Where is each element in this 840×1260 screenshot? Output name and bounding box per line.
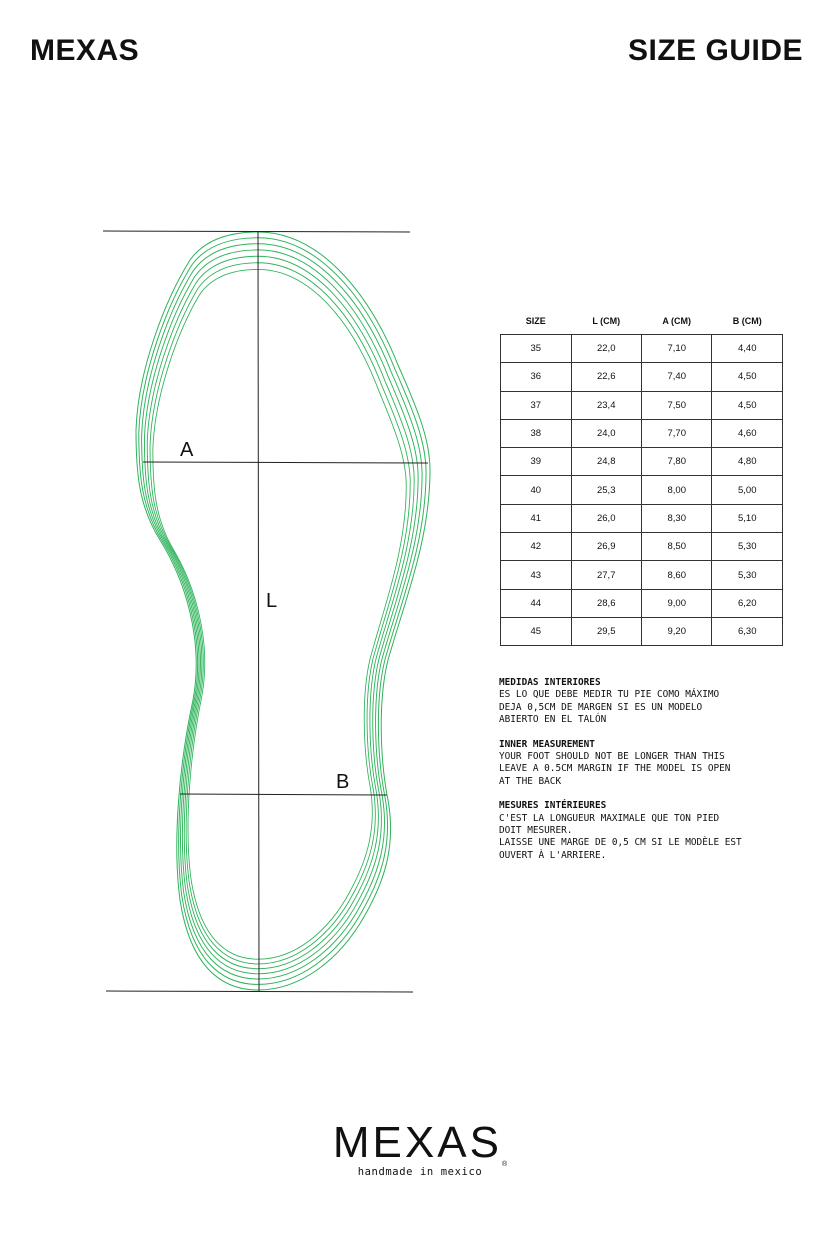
note-line: LEAVE A 0.5CM MARGIN IF THE MODEL IS OPEN (499, 763, 731, 775)
label-a: A (180, 439, 194, 461)
table-row (501, 589, 783, 617)
cell-width-b: 5,00 (712, 476, 783, 504)
cell-width-b: 6,30 (712, 617, 783, 645)
note-english (499, 739, 799, 789)
footer-logo-text: MEXAS (332, 1118, 502, 1167)
cell-width-a: 7,80 (641, 448, 712, 476)
cell-width-b: 4,60 (712, 419, 783, 447)
cell-size: 37 (501, 391, 572, 419)
measurement-notes (499, 677, 799, 874)
note-line: C'EST LA LONGUEUR MAXIMALE QUE TON PIED (499, 812, 720, 824)
table-row (501, 448, 783, 476)
cell-width-a: 8,60 (641, 561, 712, 589)
cell-size: 45 (501, 617, 572, 645)
cell-length: 23,4 (571, 391, 641, 419)
note-line: DEJA 0,5CM DE MARGEN SI ES UN MODELO (499, 701, 703, 713)
cell-width-a: 9,20 (641, 617, 712, 645)
table-row (501, 504, 783, 532)
cell-width-a: 7,70 (641, 419, 712, 447)
cell-length: 25,3 (571, 476, 641, 504)
table-row (501, 617, 783, 645)
cell-size: 38 (501, 419, 572, 447)
note-line: OUVERT À L'ARRIERE. (499, 849, 607, 861)
cell-size: 41 (501, 504, 572, 532)
table-row (501, 335, 783, 363)
table-row (501, 419, 783, 447)
header-width-b: B (CM) (732, 316, 762, 326)
header-size: SIZE (525, 316, 546, 326)
cell-length: 26,9 (571, 533, 641, 561)
size-table (500, 308, 783, 646)
page-title: SIZE GUIDE (627, 34, 803, 67)
cell-width-b: 5,10 (712, 504, 783, 532)
label-l: L (266, 590, 278, 612)
cell-width-b: 4,80 (712, 448, 783, 476)
cell-width-b: 4,50 (712, 363, 783, 391)
note-line: LAISSE UNE MARGE DE 0,5 CM SI LE MODÈLE EST (499, 837, 742, 849)
cell-size: 40 (501, 476, 572, 504)
cell-size: 42 (501, 533, 572, 561)
table-row (501, 476, 783, 504)
width-b-line (180, 794, 387, 795)
cell-length: 29,5 (571, 617, 641, 645)
note-heading: MESURES INTÉRIEURES (499, 800, 607, 812)
note-line: ABIERTO EN EL TALÓN (499, 714, 607, 726)
cell-width-b: 4,50 (712, 391, 783, 419)
cell-length: 24,0 (571, 419, 641, 447)
cell-width-b: 6,20 (712, 589, 783, 617)
registered-mark: ® (501, 1161, 508, 1168)
cell-size: 39 (501, 448, 572, 476)
cell-length: 24,8 (571, 448, 641, 476)
top-boundary-line (103, 231, 410, 232)
cell-length: 28,6 (571, 589, 641, 617)
note-line: DOIT MESURER. (499, 825, 573, 837)
note-line: YOUR FOOT SHOULD NOT BE LONGER THAN THIS (499, 751, 725, 763)
note-heading: INNER MEASUREMENT (499, 738, 595, 750)
cell-size: 44 (501, 589, 572, 617)
note-french (499, 800, 799, 862)
cell-width-a: 9,00 (641, 589, 712, 617)
cell-length: 27,7 (571, 561, 641, 589)
insole-outline-group (136, 232, 430, 990)
cell-width-b: 5,30 (712, 561, 783, 589)
brand-title: MEXAS (30, 34, 140, 67)
label-b: B (336, 771, 350, 793)
table-row (501, 561, 783, 589)
width-a-line (143, 462, 428, 463)
cell-size: 35 (501, 335, 572, 363)
cell-length: 22,0 (571, 335, 641, 363)
cell-width-a: 7,10 (641, 335, 712, 363)
bottom-boundary-line (106, 991, 413, 992)
header-width-a: A (CM) (662, 316, 692, 326)
note-line: AT THE BACK (499, 775, 562, 787)
length-line (258, 231, 259, 991)
cell-length: 26,0 (571, 504, 641, 532)
cell-width-a: 7,40 (641, 363, 712, 391)
table-row (501, 391, 783, 419)
header-length: L (CM) (592, 316, 621, 326)
cell-size: 43 (501, 561, 572, 589)
table-row (501, 533, 783, 561)
cell-size: 36 (501, 363, 572, 391)
cell-width-b: 5,30 (712, 533, 783, 561)
footer-tagline: handmade in mexico (357, 1166, 483, 1178)
cell-width-a: 7,50 (641, 391, 712, 419)
note-heading: MEDIDAS INTERIORES (499, 677, 601, 688)
footer-logo (0, 1118, 840, 1168)
cell-length: 22,6 (571, 363, 641, 391)
cell-width-a: 8,50 (641, 533, 712, 561)
cell-width-a: 8,00 (641, 476, 712, 504)
table-header-row (501, 308, 783, 335)
note-spanish (499, 677, 799, 727)
table-row (501, 363, 783, 391)
cell-width-a: 8,30 (641, 504, 712, 532)
cell-width-b: 4,40 (712, 335, 783, 363)
note-line: ES LO QUE DEBE MEDIR TU PIE COMO MÁXIMO (499, 689, 720, 701)
